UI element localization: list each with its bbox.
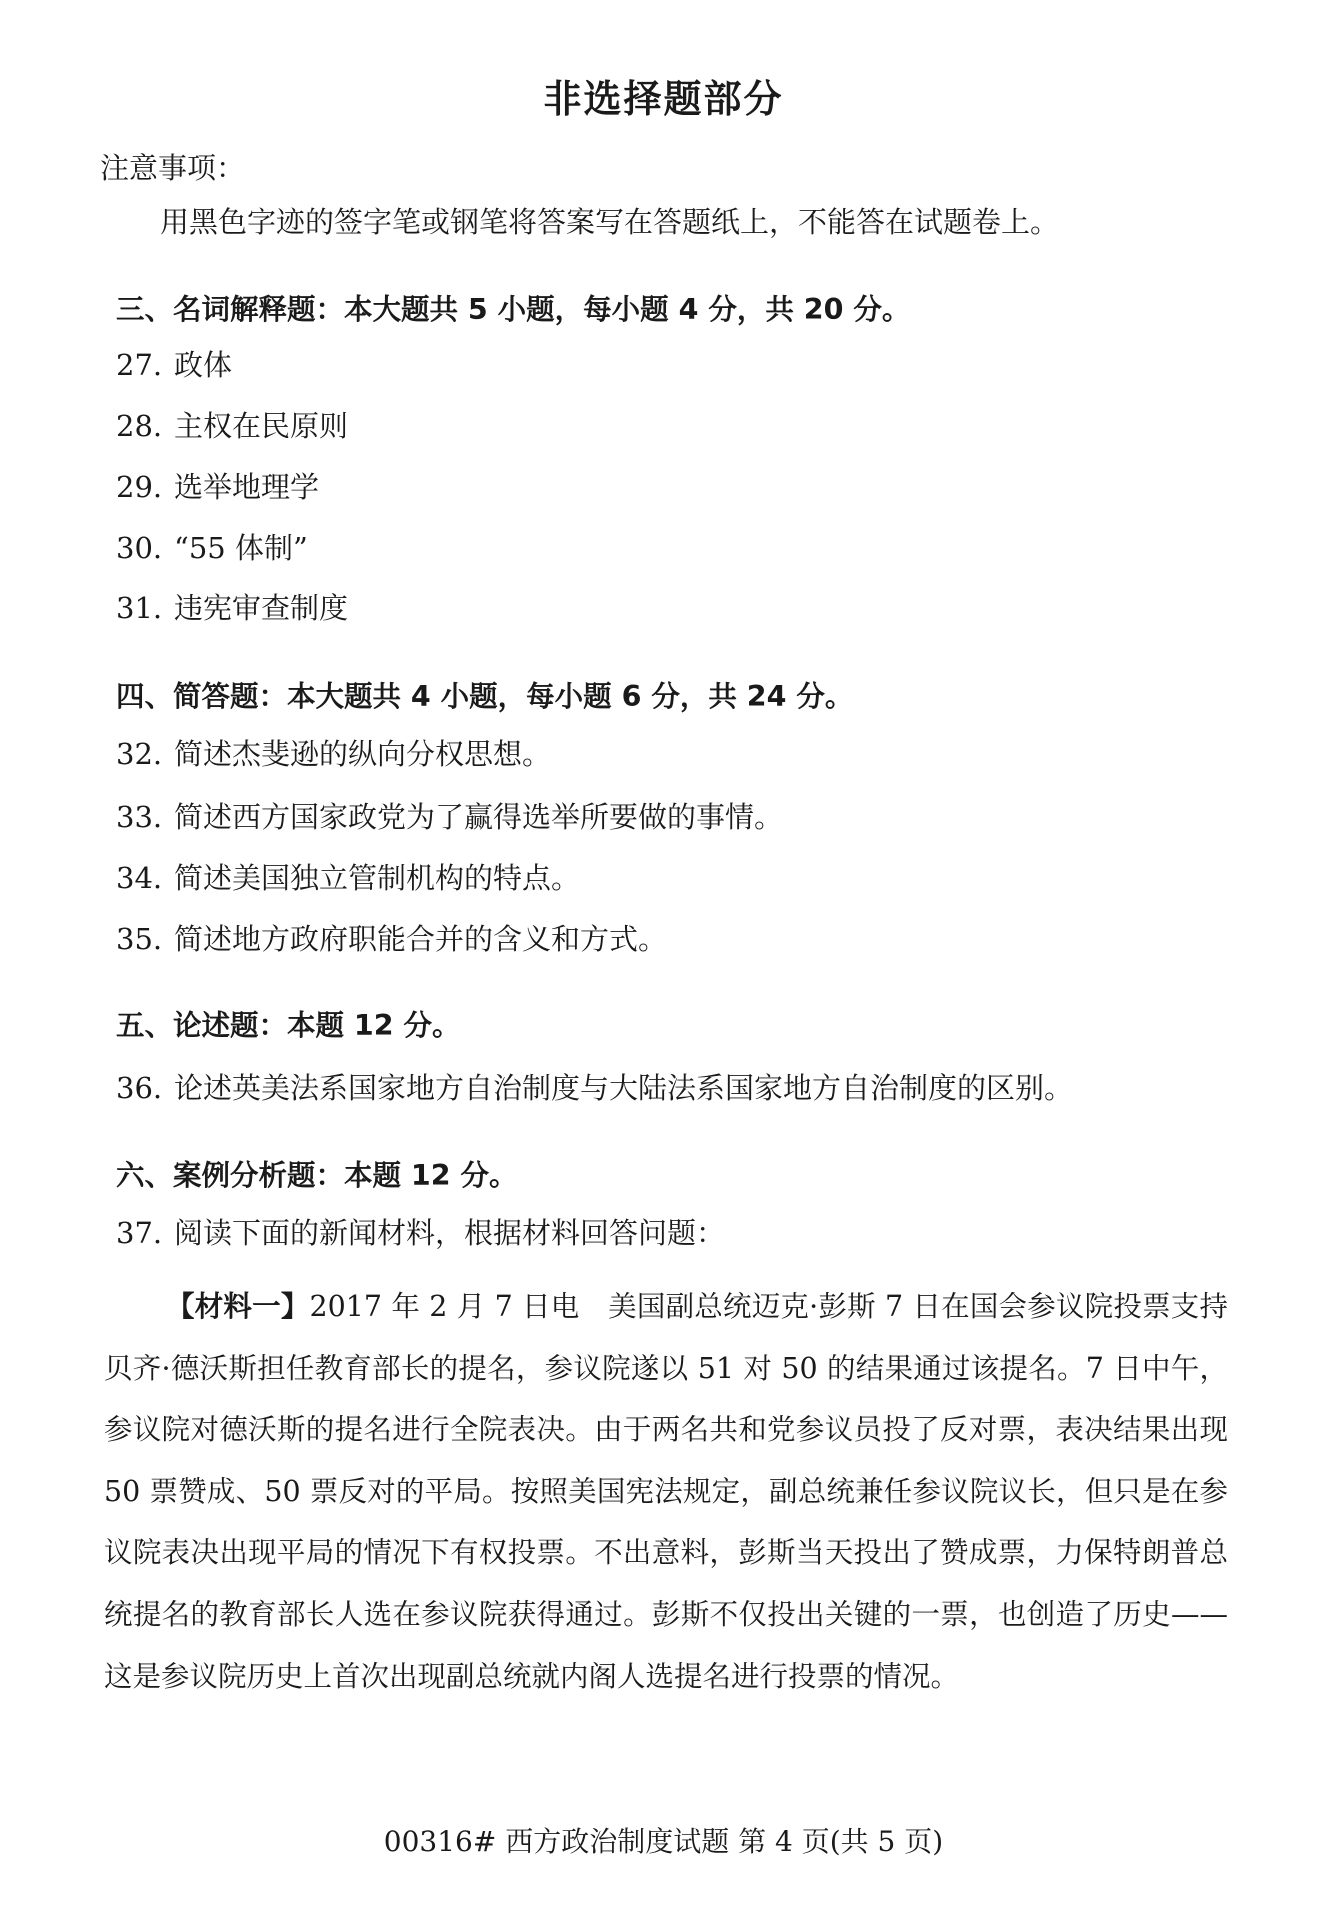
material-label: 【材料一】	[166, 1290, 310, 1323]
question-text: “55 体制”	[174, 531, 308, 565]
question-text: 阅读下面的新闻材料，根据材料回答问题：	[174, 1216, 726, 1250]
notice-body: 用黑色字迹的签字笔或钢笔将答案写在答题纸上，不能答在试题卷上。	[160, 205, 1060, 239]
question-27	[116, 345, 232, 385]
question-text: 违宪审查制度	[174, 591, 349, 625]
page-title: 非选择题部分	[543, 77, 784, 121]
question-text: 政体	[174, 348, 233, 382]
section-heading-5: 五、论述题：本题 12 分。	[116, 1009, 461, 1042]
question-number: 31.	[116, 591, 163, 625]
question-text: 简述美国独立管制机构的特点。	[174, 861, 581, 895]
question-number: 32.	[116, 737, 163, 771]
material-paragraph	[104, 1276, 1228, 1707]
question-29	[116, 467, 319, 507]
question-text: 简述西方国家政党为了赢得选举所要做的事情。	[174, 800, 784, 834]
question-34	[116, 858, 580, 898]
question-number: 37.	[116, 1216, 163, 1250]
question-text: 简述杰斐逊的纵向分权思想。	[174, 737, 552, 771]
question-36	[116, 1068, 1073, 1108]
question-37	[116, 1213, 725, 1253]
question-35	[116, 919, 667, 959]
question-number: 28.	[116, 409, 163, 443]
question-text: 简述地方政府职能合并的含义和方式。	[174, 922, 668, 956]
notice-heading: 注意事项：	[100, 151, 246, 185]
question-number: 36.	[116, 1071, 163, 1105]
question-number: 27.	[116, 348, 163, 382]
question-number: 29.	[116, 470, 163, 504]
question-text: 论述英美法系国家地方自治制度与大陆法系国家地方自治制度的区别。	[174, 1071, 1074, 1105]
question-text: 选举地理学	[174, 470, 320, 504]
section-heading-4: 四、简答题：本大题共 4 小题，每小题 6 分，共 24 分。	[116, 680, 854, 713]
question-number: 33.	[116, 800, 163, 834]
section-heading-3: 三、名词解释题：本大题共 5 小题，每小题 4 分，共 20 分。	[116, 293, 911, 326]
question-32	[116, 734, 551, 774]
question-28	[116, 406, 348, 446]
question-number: 34.	[116, 861, 163, 895]
question-30	[116, 528, 308, 568]
material-text: 2017 年 2 月 7 日电 美国副总统迈克·彭斯 7 日在国会参议院投票支持贝齐·德沃斯担任教育部长的提名，参议院遂以 51 对 50 的结果通过该提名。7 日中午，参议院对德沃斯的提名进行全院表决。由于两名共和党参议员投了反对票，表决结果出现 50 票赞成、50 票反对的平局。按照美国宪法规定，副总统兼任参议院议长，但只是在参议院表决出现平局的情况下有权投票。不出意料，彭斯当天投出了赞成票，力保特朗普总统提名的教育部长人选在参议院获得通过。彭斯不仅投出关键的一票，也创造了历史——这是参议院历史上首次出现副总统就内阁人选提名进行投票的情况。	[104, 1290, 1228, 1693]
question-number: 30.	[116, 531, 163, 565]
section-heading-6: 六、案例分析题：本题 12 分。	[116, 1159, 518, 1192]
question-text: 主权在民原则	[174, 409, 349, 443]
question-33	[116, 797, 783, 837]
question-31	[116, 588, 348, 628]
page-footer: 00316# 西方政治制度试题 第 4 页(共 5 页)	[383, 1825, 944, 1858]
question-number: 35.	[116, 922, 163, 956]
